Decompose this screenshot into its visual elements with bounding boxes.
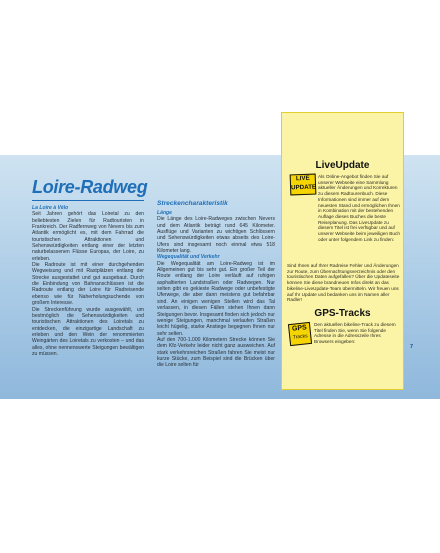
intro-column: [32, 205, 144, 357]
length-subheading: Länge: [157, 210, 173, 216]
gps-icon-line2: Tracks: [292, 333, 308, 341]
page-number: 7: [410, 344, 414, 350]
liveupdate-text: Als Online-Angebot finden Sie auf unserer Webseite eine Sammlung aktueller Änderungen und Korrekturen zu diesem Radtourenbuch. Diese Informationen sind immer auf dem neuesten Stand und ermöglichen Ihnen in Kombination mit der bestehenden Auflage dieses Buches die beste Reiseplanung. Das LiveUpdate zu diesem Titel ist frei verfügbar und auf unserer Webseite beim jeweiligen Buch oder unter folgendem Link zu finden:: [318, 174, 400, 242]
traffic-paragraph: Auf den 700-1.000 Kilometern Strecke können Sie dem Kfz-Verkehr leider nicht ganz ausweichen. Auf stark verkehrsreichen Straßen fahren Sie meist nur kurze Stücke, zum Beispiel sind die Brücken über die Loire selten für: [157, 336, 275, 369]
route-characteristics-column: [157, 200, 275, 369]
gps-tracks-icon: [288, 322, 312, 346]
liveupdate-icon-line2: UPDATE: [290, 183, 317, 191]
gps-tracks-title: GPS-Tracks: [314, 308, 371, 319]
length-paragraph: Die Länge des Loire-Radweges zwischen Nevers und dem Atlantik beträgt rund 645 Kilometer. Ausflüge und Varianten zu wichtigen Schlössern und Sehenswürdigkeiten etwas abseits des Loire-Ufers sind insgesamt noch einmal etwa 518 Kilometer lang.: [157, 216, 275, 255]
intro-paragraph-3: Die Streckenführung wurde ausgewählt, um bestmöglich die Sehenswürdigkeiten und touristischen Attraktionen des Loiretals zu entdecken, die einzigartige Landschaft zu erleben und den Wein der renommierten Weingärten des Loiretals zu verkosten – und das alles, ohne nennenswerte Steigungen bewältigen zu müssen.: [32, 306, 144, 357]
gps-icon-line1: GPS: [291, 324, 308, 333]
intro-paragraph-1: Seit Jahren gehört das Loiretal zu den beliebtesten Zielen für Radtouristen in Frankreich. Der Radfernweg von Nevers bis zum Atlantik ermöglicht es, mit dem Fahrrad die touristischen Attraktionen und Sehenswürdigkeiten entlang einer der letzten naturbelassenen Flüsse Europas, der Loire, zu erleben.: [32, 211, 144, 262]
section-heading: Streckencharakteristik: [157, 200, 228, 207]
info-sidebar-box: [281, 112, 404, 390]
liveupdate-feedback-text: Sind Ihnen auf Ihrer Radreise Fehler und Änderungen zur Route, zum Übernachtungsverzeichnis oder den touristischen Daten aufgefallen? Über die Updateseite können Sie diese brandneuen Infos direkt an das bikeline-LiveUpdate-Team übermitteln. Wir freuen uns auf Ihr Update und bedanken uns im Namen aller Radler!: [287, 263, 400, 303]
liveupdate-icon: [290, 174, 317, 196]
page-title: Loire-Radweg: [32, 177, 148, 197]
liveupdate-icon-line1: LIVE: [295, 174, 310, 183]
intro-paragraph-2: Die Radroute ist mit einer durchgehenden Wegweisung und mit Rastplätzen entlang der Strecke ausgestattet und gut ausgebaut. Durch die Einbindung von Bahnanschlüssen ist die Radroute entlang der Loire für Radreisende ebenso wie für Naherholungsuchende von großem Interesse.: [32, 262, 144, 307]
title-underline: [32, 200, 144, 201]
quality-paragraph: Die Wegequalität am Loire-Radweg ist im Allgemeinen gut bis sehr gut. Ein großer Teil der Route entlang der Loire verläuft auf ruhigen asphaltierten Landstraßen oder Radwegen. Nur selten gibt es gekieste Radwege oder unbefestigte Uferwege, die aber dann meistens gut befahrbar sind. An einigen wenigen Stellen wird das Tal verlassen, in diesen Fällen stehen Ihnen dann Steigungen bevor. Insgesamt finden sich jedoch nur wenige Steigungen, manchmal verlaufen Straßen leicht hügelig, starke Anstiege begegnen Ihnen nur sehr selten.: [157, 260, 275, 337]
quality-subheading: Wegequalität und Verkehr: [157, 254, 220, 261]
liveupdate-title: LiveUpdate: [315, 160, 370, 171]
intro-subheading: La Loire à Vélo: [32, 205, 69, 211]
gps-tracks-text: Den aktuellen bikeline-Track zu diesem Titel finden Sie, wenn Sie folgende Adresse in die Adresszeile Ihres Browsers eingeben:: [314, 322, 396, 345]
